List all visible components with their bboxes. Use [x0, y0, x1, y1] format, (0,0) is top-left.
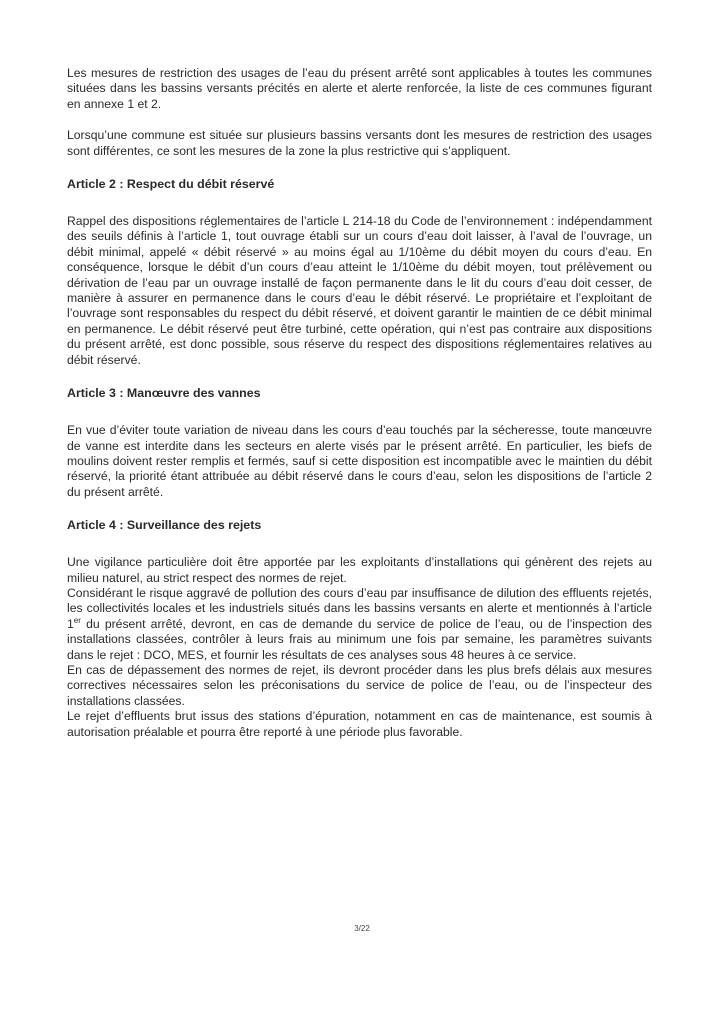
- article-2-heading: Article 2 : Respect du débit réservé: [67, 177, 275, 192]
- article-4-paragraph-2-end: du présent arrêté, devront, en cas de demande du service de police de l’eau, ou de l’inspection des installations classées, contrôler à leurs frais au minimum une fois par semaine, les paramètres suivants dans le rejet : DCO, MES, et fournir les résultats de ces analyses sous 48 heures à ce service.: [67, 616, 652, 662]
- ordinal-superscript: er: [73, 615, 81, 625]
- article-4-paragraph-2-start: Considérant le risque aggravé de pollution des cours d’eau par insuffisance de dilution des effluents rejetés, les collectivités locales et les industriels situés dans les bassins versants en alerte et mentionnés à l’article 1: [67, 585, 652, 631]
- article-2-body: Rappel des dispositions réglementaires de l’article L 214-18 du Code de l’environnement : indépendamment des seuils définis à l’article 1, tout ouvrage établi sur un cours d’eau doit laisser, à l’aval de l’ouvrage, un débit minimal, appelé « débit réservé » au moins égal au 1/10ème du débit moyen du cours d’eau. En conséquence, lorsque le débit d’un cours d’eau atteint le 1/10ème du débit moyen, tout prélèvement ou dérivation de l’eau par un ouvrage installé de façon permanente dans le lit du cours d’eau doit cesser, de manière à assurer en permanence dans le cours d’eau le débit réservé. Le propriétaire et l’exploitant de l’ouvrage sont responsables du respect du débit réservé, et doivent garantir le maintien de ce débit minimal en permanence. Le débit réservé peut être turbiné, cette opération, qui n’est pas contraire aux dispositions du présent arrêté, est donc possible, sous réserve du respect des dispositions réglementaires relatives au débit réservé.: [67, 214, 652, 367]
- article-3-heading: Article 3 : Manœuvre des vannes: [67, 386, 261, 401]
- page-number: 3/22: [354, 924, 370, 933]
- page-content: [67, 66, 652, 740]
- intro-paragraph-1: Les mesures de restriction des usages de l’eau du présent arrêté sont applicables à toutes les communes situées dans les bassins versants précités en alerte et alerte renforcée, la liste de ces communes figurant en annexe 1 et 2.: [67, 66, 652, 111]
- intro-paragraph-2: Lorsqu’une commune est située sur plusieurs bassins versants dont les mesures de restriction des usages sont différentes, ce sont les mesures de la zone la plus restrictive qui s’appliquent.: [67, 128, 652, 158]
- article-4-paragraph-4: Le rejet d’effluents brut issus des stations d’épuration, notamment en cas de maintenance, est soumis à autorisation préalable et pourra être reporté à une période plus favorable.: [67, 709, 652, 739]
- article-4-heading: Article 4 : Surveillance des rejets: [67, 518, 262, 533]
- article-4-paragraph-1: Une vigilance particulière doit être apportée par les exploitants d’installations qui génèrent des rejets au milieu naturel, au strict respect des normes de rejet.: [67, 555, 652, 585]
- article-4-paragraph-2: [67, 586, 652, 663]
- article-4-paragraph-3: En cas de dépassement des normes de rejet, ils devront procéder dans les plus brefs délais aux mesures correctives nécessaires selon les préconisations du service de police de l’eau, ou de l’inspecteur des installations classées.: [67, 662, 652, 708]
- article-3-body: En vue d’éviter toute variation de niveau dans les cours d’eau touchés par la sécheresse, toute manœuvre de vanne est interdite dans les secteurs en alerte visés par le présent arrêté. En particulier, les biefs de moulins doivent rester remplis et fermés, sauf si cette disposition est incompatible avec le maintien du débit réservé, la priorité étant attribuée au débit réservé dans le cours d’eau, selon les dispositions de l’article 2 du présent arrêté.: [67, 423, 652, 499]
